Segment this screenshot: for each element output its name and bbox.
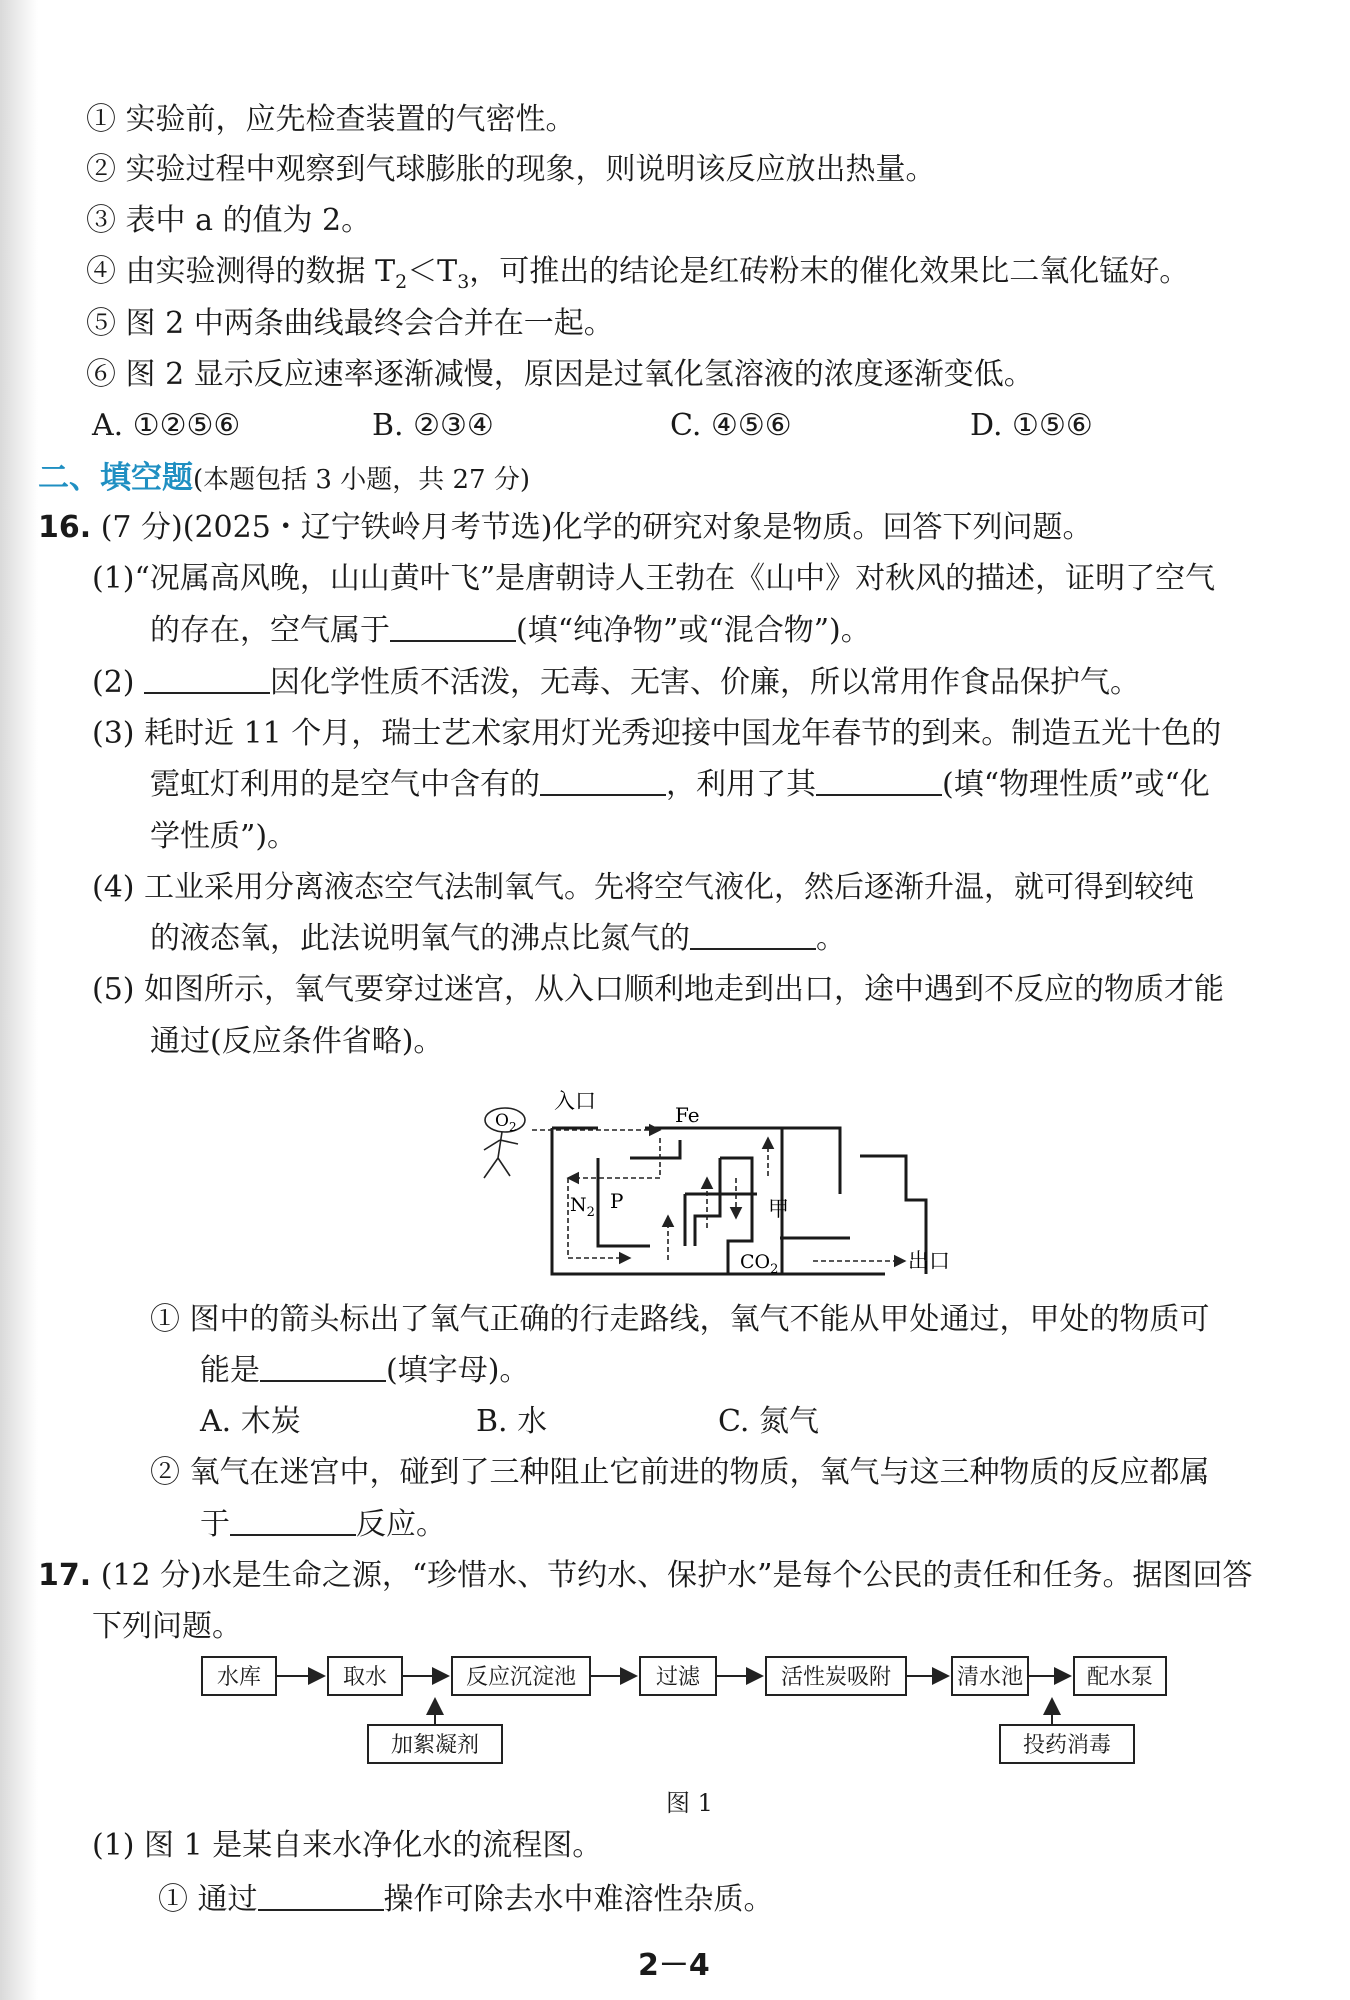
- q17-part1: (1) 图 1 是某自来水净化水的流程图。: [92, 1828, 603, 1863]
- flow-label: 过滤: [655, 1665, 701, 1690]
- answer-blank[interactable]: [260, 1352, 386, 1382]
- q16-part3-line1: (3) 耗时近 11 个月，瑞士艺术家用灯光秀迎接中国龙年春节的到来。制造五光十色的: [92, 716, 1222, 751]
- flow-input-label: 加絮凝剂: [390, 1733, 480, 1758]
- option-c[interactable]: C. 氮气: [718, 1404, 819, 1439]
- water-treatment-flowchart: [190, 1655, 1210, 1775]
- flow-label: 清水池: [956, 1665, 1024, 1690]
- option-a[interactable]: A. ①②⑤⑥: [92, 408, 241, 443]
- option-b[interactable]: B. 水: [476, 1404, 548, 1439]
- fe-label: Fe: [675, 1103, 700, 1127]
- figure-caption: 图 1: [666, 1789, 713, 1817]
- flow-label: 取水: [342, 1665, 388, 1690]
- option-a[interactable]: A. 木炭: [200, 1404, 301, 1439]
- q16-header: 16. (7 分)(2025・辽宁铁岭月考节选)化学的研究对象是物质。回答下列问题。: [38, 510, 1093, 545]
- section-title: 二、填空题: [38, 460, 193, 496]
- q16-sub1-line1: ① 图中的箭头标出了氧气正确的行走路线，氧气不能从甲处通过，甲处的物质可: [150, 1302, 1210, 1337]
- co2-label: $CO_2$: [740, 1251, 779, 1277]
- answer-blank[interactable]: [230, 1506, 356, 1536]
- statement-1: ① 实验前，应先检查装置的气密性。: [86, 102, 576, 137]
- exit-label: 出口: [908, 1249, 950, 1273]
- q16-sub1-options: [200, 1402, 1100, 1442]
- maze-diagram: [470, 1078, 970, 1298]
- q15-options: [92, 406, 1292, 446]
- q16-part1-line1: (1)“况属高风晚，山山黄叶飞”是唐朝诗人王勃在《山中》对秋风的描述，证明了空气: [92, 561, 1216, 596]
- section-note: (本题包括 3 小题，共 27 分): [193, 465, 530, 495]
- q16-part1-line2: 的存在，空气属于 (填“纯净物”或“混合物”)。: [150, 613, 871, 648]
- option-c[interactable]: C. ④⑤⑥: [670, 408, 792, 443]
- jia-label: 甲: [768, 1197, 789, 1221]
- n2-label: $N_2$: [570, 1194, 595, 1220]
- q16-part3-line3: 学性质”)。: [150, 819, 298, 854]
- flow-label: 反应沉淀池: [465, 1665, 577, 1690]
- answer-blank[interactable]: [390, 612, 516, 642]
- q17-header-line2: 下列问题。: [92, 1609, 242, 1644]
- flow-label: 活性炭吸附: [780, 1665, 892, 1690]
- answer-blank[interactable]: [540, 766, 666, 796]
- answer-blank[interactable]: [816, 766, 942, 796]
- question-number: 17.: [38, 1558, 92, 1593]
- flow-input-label: 投药消毒: [1022, 1733, 1112, 1758]
- flow-label: 配水泵: [1086, 1665, 1154, 1690]
- option-b[interactable]: B. ②③④: [372, 408, 494, 443]
- q16-sub1-line2: 能是 (填字母)。: [200, 1353, 530, 1388]
- statement-6: ⑥ 图 2 显示反应速率逐渐减慢，原因是过氧化氢溶液的浓度逐渐变低。: [86, 357, 1034, 392]
- page-edge-shadow: [0, 0, 38, 2000]
- page-number: 2－4: [638, 1948, 710, 1983]
- answer-blank[interactable]: [144, 664, 270, 694]
- q16-sub2-line1: ② 氧气在迷宫中，碰到了三种阻止它前进的物质，氧气与这三种物质的反应都属: [150, 1455, 1210, 1490]
- q16-sub2-line2: 于 反应。: [200, 1507, 446, 1542]
- q17-sub1: ① 通过 操作可除去水中难溶性杂质。: [158, 1882, 774, 1917]
- option-d[interactable]: D. ①⑤⑥: [970, 408, 1093, 443]
- entrance-label: 入口: [554, 1089, 596, 1113]
- statement-4: ④ 由实验测得的数据 $T_2<T_3$，可推出的结论是红砖粉末的催化效果比二氧化锰好。: [86, 254, 1190, 293]
- o2-label: $O_2$: [495, 1111, 517, 1134]
- answer-blank[interactable]: [690, 920, 816, 950]
- question-number: 16.: [38, 510, 92, 545]
- statement-3: ③ 表中 a 的值为 2。: [86, 203, 372, 238]
- q16-part4-line2: 的液态氧，此法说明氧气的沸点比氮气的 。: [150, 921, 846, 956]
- maze-walls: [552, 1128, 926, 1274]
- q17-header: 17. (12 分)水是生命之源，“珍惜水、节约水、保护水”是每个公民的责任和任务。据图回答: [38, 1558, 1253, 1593]
- answer-blank[interactable]: [258, 1881, 384, 1911]
- q16-part5-line1: (5) 如图所示，氧气要穿过迷宫，从入口顺利地走到出口，途中遇到不反应的物质才能: [92, 972, 1225, 1007]
- statement-2: ② 实验过程中观察到气球膨胀的现象，则说明该反应放出热量。: [86, 152, 936, 187]
- q16-part3-line2: 霓虹灯利用的是空气中含有的 ，利用了其 (填“物理性质”或“化: [150, 767, 1210, 802]
- p-label: P: [610, 1189, 624, 1213]
- q16-part5-line2: 通过(反应条件省略)。: [150, 1024, 444, 1059]
- statement-5: ⑤ 图 2 中两条曲线最终会合并在一起。: [86, 306, 614, 341]
- flow-label: 水库: [216, 1665, 262, 1690]
- q16-part2: (2) 因化学性质不活泼，无毒、无害、价廉，所以常用作食品保护气。: [92, 665, 1141, 700]
- q16-part4-line1: (4) 工业采用分离液态空气法制氧气。先将空气液化，然后逐渐升温，就可得到较纯: [92, 870, 1195, 905]
- section-heading: [38, 458, 530, 500]
